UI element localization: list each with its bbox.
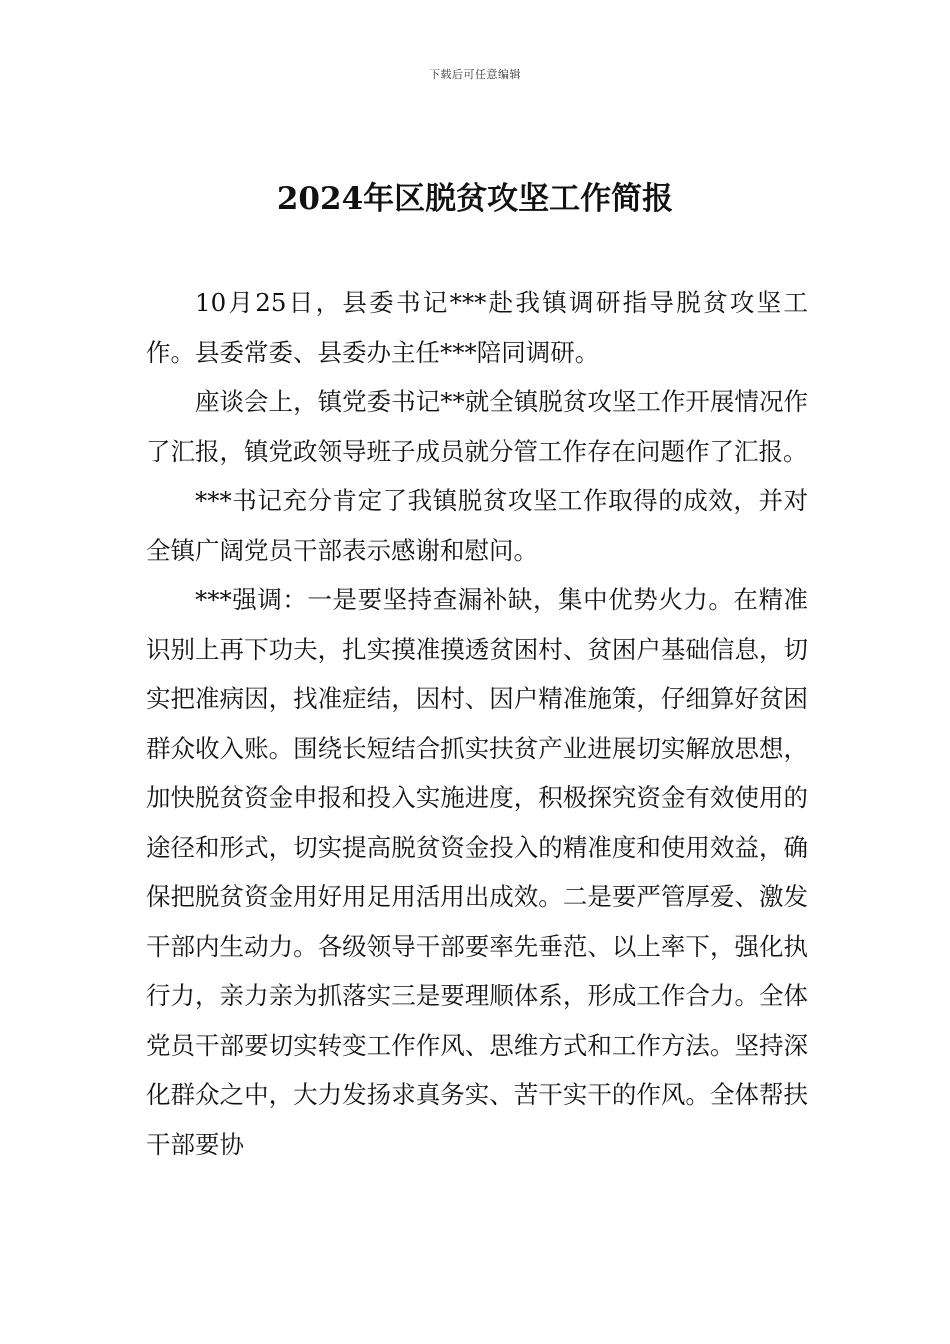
paragraph-3: ***书记充分肯定了我镇脱贫攻坚工作取得的成效，并对全镇广阔党员干部表示感谢和慰问。 <box>146 486 808 565</box>
document-body <box>146 278 808 1169</box>
paragraph-2: 座谈会上，镇党委书记**就全镇脱贫攻坚工作开展情况作了汇报，镇党政领导班子成员就分管工作存在问题作了汇报。 <box>146 387 808 466</box>
paragraph-4: ***强调：一是要坚持查漏补缺，集中优势火力。在精准识别上再下功夫，扎实摸准摸透贫困村、贫困户基础信息，切实把准病因，找准症结，因村、因户精准施策，仔细算好贫困群众收入账。围绕长短结合抓实扶贫产业进展切实解放思想，加快脱贫资金申报和投入实施进度，积极探究资金有效使用的途径和形式，切实提高脱贫资金投入的精准度和使用效益，确保把脱贫资金用好用足用活用出成效。二是要严管厚爱、激发干部内生动力。各级领导干部要率先垂范、以上率下，强化执行力，亲力亲为抓落实三是要理顺体系，形成工作合力。全体党员干部要切实转变工作作风、思维方式和工作方法。坚持深化群众之中，大力发扬求真务实、苦干实干的作风。全体帮扶干部要协 <box>146 585 808 1159</box>
document-title: 2024年区脱贫攻坚工作简报 <box>276 181 674 217</box>
header-note: 下载后可任意编辑 <box>429 68 521 81</box>
paragraph-1: 10月25日，县委书记***赴我镇调研指导脱贫攻坚工作。县委常委、县委办主任***陪同调研。 <box>146 288 808 367</box>
